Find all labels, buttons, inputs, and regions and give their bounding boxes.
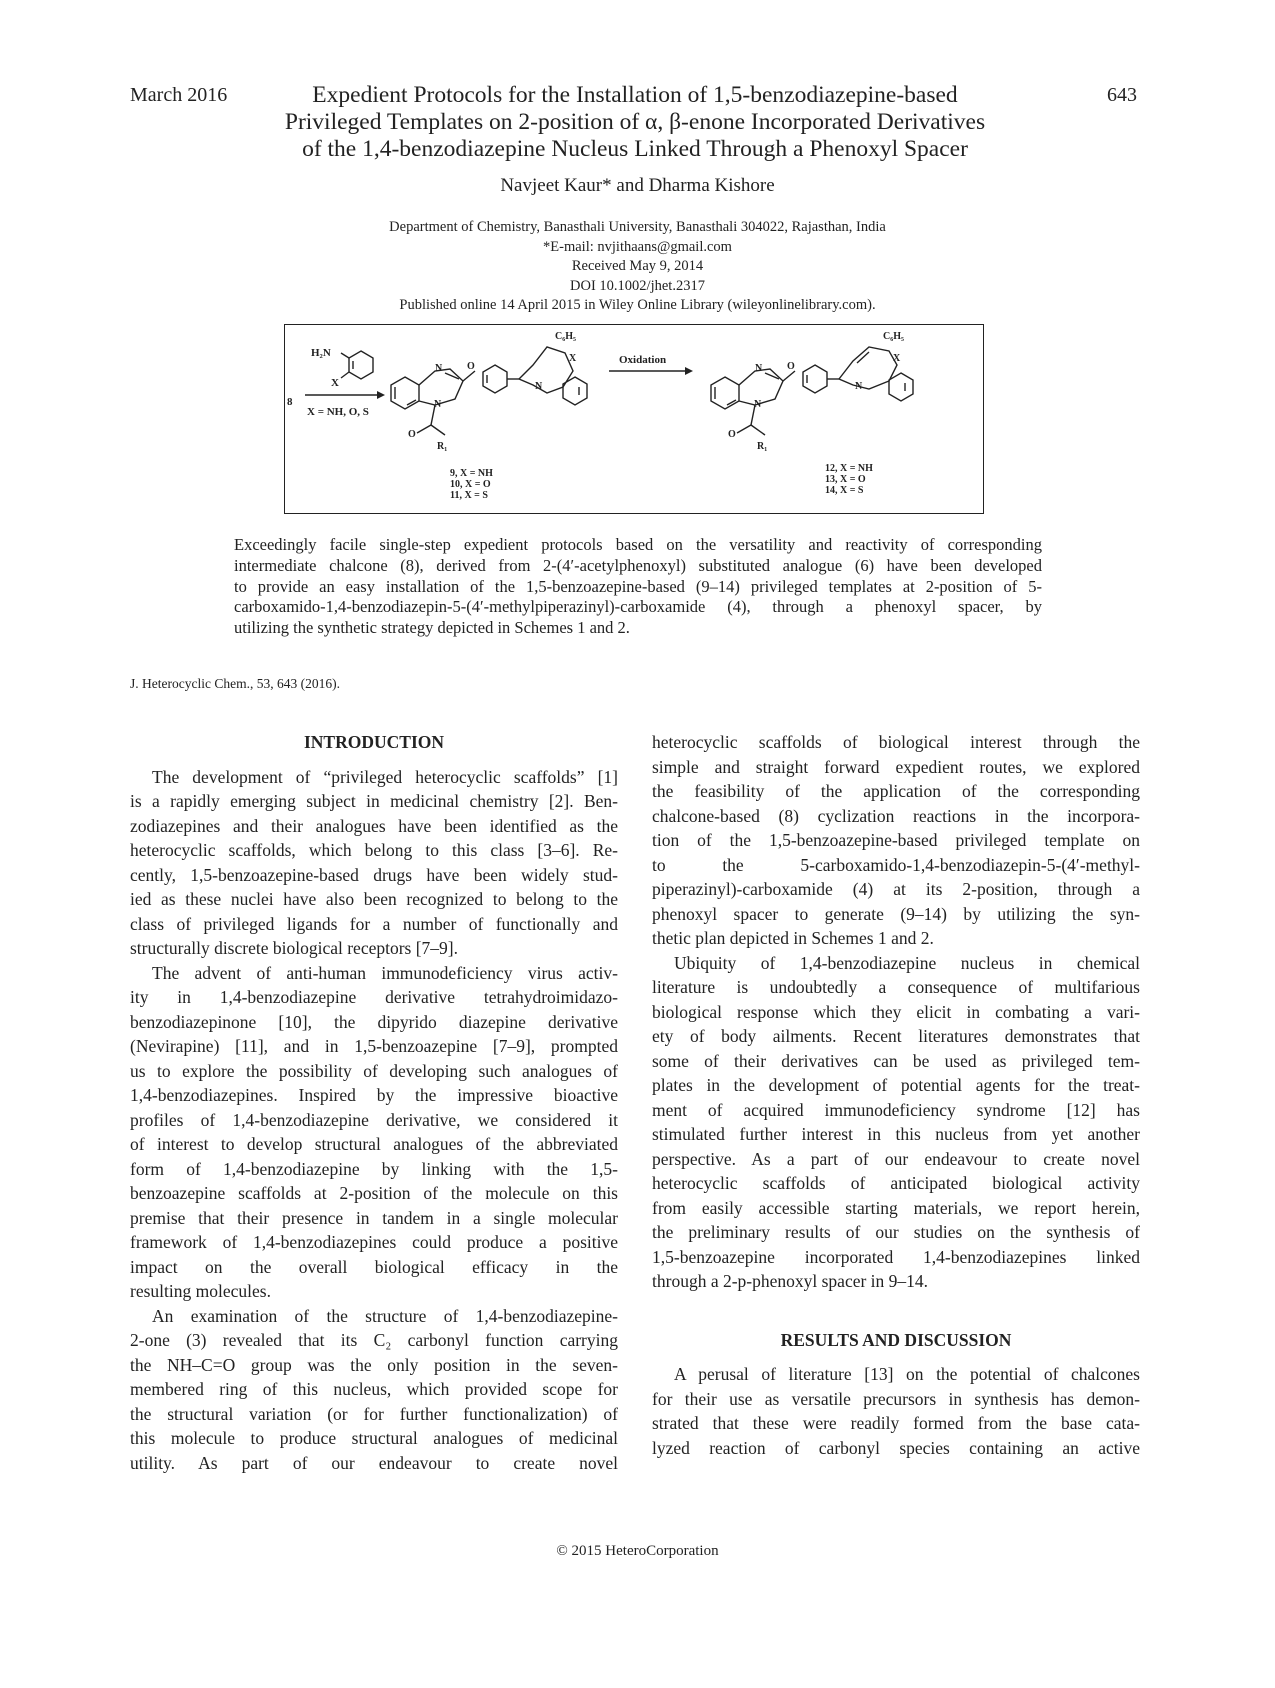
title-line: Privileged Templates on 2-position of α, β-enone Incorporated Derivatives xyxy=(284,109,986,135)
scheme-drawing xyxy=(285,325,985,515)
text-line: membered ring of this nucleus, which provided scope for xyxy=(130,1379,618,1399)
reagent-x: X xyxy=(331,377,339,389)
compound-label: 13, X = O xyxy=(825,474,866,485)
atom-label: N xyxy=(755,363,763,374)
product-12-14-structure xyxy=(711,347,913,435)
text-line: premise that their presence in tandem in a single molecular xyxy=(130,1207,618,1228)
text-line: perspective. As a part of our endeavour to create novel xyxy=(652,1148,1140,1169)
text-line: Ubiquity of 1,4-benzodiazepine nucleus in chemical xyxy=(674,952,1140,973)
atom-label: O xyxy=(787,361,795,372)
paragraph xyxy=(130,961,618,1304)
text-line: us to explore the possibility of developing such analogues of xyxy=(130,1060,618,1081)
text-line: heterocyclic scaffolds of biological interest through the xyxy=(652,732,1140,752)
text-line: The development of “privileged heterocyclic scaffolds” [1] xyxy=(152,766,618,787)
atom-label: O xyxy=(408,429,416,440)
text-line: 2-one (3) revealed that its C₂ carbonyl function carrying xyxy=(130,1330,618,1350)
text-line: ment of acquired immunodeficiency syndrome [12] has xyxy=(652,1099,1140,1120)
paragraph xyxy=(130,765,618,961)
text-line: lyzed reaction of carbonyl species containing an active xyxy=(652,1437,1140,1458)
paragraph xyxy=(130,1304,618,1476)
text-line: the NH–C=O group was the only position in the seven- xyxy=(130,1354,618,1375)
atom-label: N xyxy=(435,363,443,374)
text-line: the preliminary results of our studies on the synthesis of xyxy=(652,1222,1140,1242)
atom-label: O xyxy=(467,361,475,372)
received-date: Received May 9, 2014 xyxy=(571,258,704,274)
text-line: to the 5-carboxamido-1,4-benzodiazepin-5-(4′-methyl- xyxy=(652,854,1140,875)
text-line: stimulated further interest in this nucleus from yet another xyxy=(652,1124,1140,1144)
text-line: some of their derivatives can be used as privileged tem- xyxy=(652,1050,1140,1071)
running-date: March 2016 xyxy=(130,84,228,106)
text-line: tion of the 1,5-benzoazepine-based privileged template on xyxy=(652,830,1140,850)
article-title xyxy=(230,82,1040,163)
paragraph xyxy=(652,951,1140,1294)
text-line: 1,5-benzoazepine incorporated 1,4-benzodiazepines linked xyxy=(652,1246,1140,1267)
text-line: the feasibility of the application of the corresponding xyxy=(652,781,1140,801)
text-line: plates in the development of potential agents for the treat- xyxy=(652,1075,1140,1095)
email: *E-mail: nvjithaans@gmail.com xyxy=(543,238,732,255)
text-line: class of privileged ligands for a number of functionally and xyxy=(130,913,618,934)
r1-label: R₁ xyxy=(757,441,768,452)
atom-label: N xyxy=(535,381,543,392)
abstract-line: Exceedingly facile single-step expedient protocols based on the versatility and reactivity of corresponding xyxy=(234,535,1042,554)
title-line: of the 1,4-benzodiazepine Nucleus Linked Through a Phenoxyl Spacer xyxy=(302,136,968,162)
affiliation: Department of Chemistry, Banasthali University, Banasthali 304022, Rajasthan, India xyxy=(389,219,886,235)
text-line: chalcone-based (8) cyclization reactions in the incorpora- xyxy=(652,805,1140,826)
text-line: literature is undoubtedly a consequence of multifarious xyxy=(652,977,1140,997)
text-line: biological response which they elicit in combating a vari- xyxy=(652,1001,1140,1022)
compound-label: 9, X = NH xyxy=(450,468,493,479)
text-line: ety of body ailments. Recent literatures demonstrates that xyxy=(652,1026,1140,1046)
compound-label: 11, X = S xyxy=(450,490,488,501)
text-line: (Nevirapine) [11], and in 1,5-benzoazepine [7–9], prompted xyxy=(130,1036,618,1056)
compound-label: 12, X = NH xyxy=(825,463,873,474)
product-9-11-structure xyxy=(391,347,587,435)
doi: DOI 10.1002/jhet.2317 xyxy=(570,277,705,294)
atom-label: O xyxy=(728,429,736,440)
text-line: An examination of the structure of 1,4-benzodiazepine- xyxy=(152,1305,618,1326)
text-line: 1,4-benzodiazepines. Inspired by the impressive bioactive xyxy=(130,1085,618,1105)
phenyl-label: C₆H₅ xyxy=(883,331,904,342)
phenyl-label: C₆H₅ xyxy=(555,331,576,342)
text-line: structurally discrete biological receptors [7–9]. xyxy=(130,938,459,958)
reagent-amine: H₂N xyxy=(311,347,331,359)
text-line: phenoxyl spacer to generate (9–14) by utilizing the syn- xyxy=(652,903,1140,924)
text-line: form of 1,4-benzodiazepine by linking with the 1,5- xyxy=(130,1158,618,1179)
page-number: 643 xyxy=(1107,84,1137,106)
text-line: benzodiazepinone [10], the dipyrido diazepine derivative xyxy=(130,1011,618,1032)
text-line: utility. As part of our endeavour to create novel xyxy=(130,1452,618,1473)
text-line: impact on the overall biological efficacy in the xyxy=(130,1256,618,1277)
text-line: for their use as versatile precursors in synthesis has demon- xyxy=(652,1388,1140,1409)
starting-material: 8 xyxy=(287,396,293,408)
r1-label: R₁ xyxy=(437,441,448,452)
abstract xyxy=(234,535,1042,639)
abstract-line: utilizing the synthetic strategy depicted in Schemes 1 and 2. xyxy=(234,618,630,638)
authors: Navjeet Kaur* and Dharma Kishore xyxy=(500,175,775,196)
section-heading-results: RESULTS AND DISCUSSION xyxy=(780,1329,1012,1350)
text-line: from easily accessible starting materials, we report herein, xyxy=(652,1197,1140,1218)
text-line: strated that these were readily formed from the base cata- xyxy=(652,1413,1140,1433)
reaction-condition: X = NH, O, S xyxy=(307,406,369,418)
compound-label: 14, X = S xyxy=(825,485,864,496)
abstract-line: to provide an easy installation of the 1,5-benzoazepine-based (9–14) privileged templates at 2-position of 5- xyxy=(234,576,1042,596)
title-line: Expedient Protocols for the Installation of 1,5-benzodiazepine-based xyxy=(312,82,958,108)
abstract-line: carboxamido-1,4-benzodiazepin-5-(4′-methylpiperazinyl)-carboxamide (4), through a phenoxyl spacer, by xyxy=(234,597,1042,617)
compound-label: 10, X = O xyxy=(450,479,491,490)
abstract-line: intermediate chalcone (8), derived from 2-(4′-acetylphenoxyl) substituted analogue (6) have been developed xyxy=(234,555,1042,575)
atom-label: N xyxy=(855,381,863,392)
text-line: through a 2-p-phenoxyl spacer in 9–14. xyxy=(652,1271,929,1291)
left-column xyxy=(130,730,618,1475)
atom-label: N xyxy=(434,399,442,410)
text-line: of interest to develop structural analogues of the abbreviated xyxy=(130,1134,618,1154)
text-line: profiles of 1,4-benzodiazepine derivative, we considered it xyxy=(130,1109,618,1130)
text-line: benzoazepine scaffolds at 2-position of the molecule on this xyxy=(130,1183,618,1203)
text-line: zodiazepines and their analogues have been identified as the xyxy=(130,815,618,836)
text-line: The advent of anti-human immunodeficiency virus activ- xyxy=(152,962,618,983)
text-line: this molecule to produce structural analogues of medicinal xyxy=(130,1428,618,1448)
atom-label: X xyxy=(569,353,577,364)
reaction-scheme xyxy=(284,324,984,514)
text-line: thetic plan depicted in Schemes 1 and 2. xyxy=(652,928,934,948)
copyright-footer: © 2015 HeteroCorporation xyxy=(556,1543,719,1559)
atom-label: X xyxy=(893,353,901,364)
oxidation-label: Oxidation xyxy=(619,354,667,366)
affiliation-block xyxy=(0,218,1275,316)
journal-citation: J. Heterocyclic Chem., 53, 643 (2016). xyxy=(130,676,340,691)
text-line: simple and straight forward expedient routes, we explored xyxy=(652,756,1140,777)
text-line: resulting molecules. xyxy=(130,1281,271,1301)
published-online: Published online 14 April 2015 in Wiley Online Library (wileyonlinelibrary.com). xyxy=(399,297,876,313)
text-line: heterocyclic scaffolds, which belong to this class [3–6]. Re- xyxy=(130,840,618,860)
text-line: is a rapidly emerging subject in medicinal chemistry [2]. Ben- xyxy=(130,791,618,811)
text-line: the structural variation (or for further functionalization) of xyxy=(130,1403,618,1424)
paragraph xyxy=(652,730,1140,951)
section-heading-introduction: INTRODUCTION xyxy=(303,732,445,752)
text-line: piperazinyl)-carboxamide (4) at its 2-position, through a xyxy=(652,879,1140,899)
text-line: ied as these nuclei have also been recognized to belong to the xyxy=(130,889,618,909)
text-line: cently, 1,5-benzoazepine-based drugs have been widely stud- xyxy=(130,864,618,885)
atom-label: N xyxy=(754,399,762,410)
text-line: ity in 1,4-benzodiazepine derivative tetrahydroimidazo- xyxy=(130,987,618,1007)
right-column xyxy=(652,730,1140,1460)
paragraph xyxy=(652,1362,1140,1460)
text-line: framework of 1,4-benzodiazepines could produce a positive xyxy=(130,1232,618,1252)
text-line: A perusal of literature [13] on the potential of chalcones xyxy=(674,1364,1140,1384)
text-line: heterocyclic scaffolds of anticipated biological activity xyxy=(652,1173,1140,1193)
